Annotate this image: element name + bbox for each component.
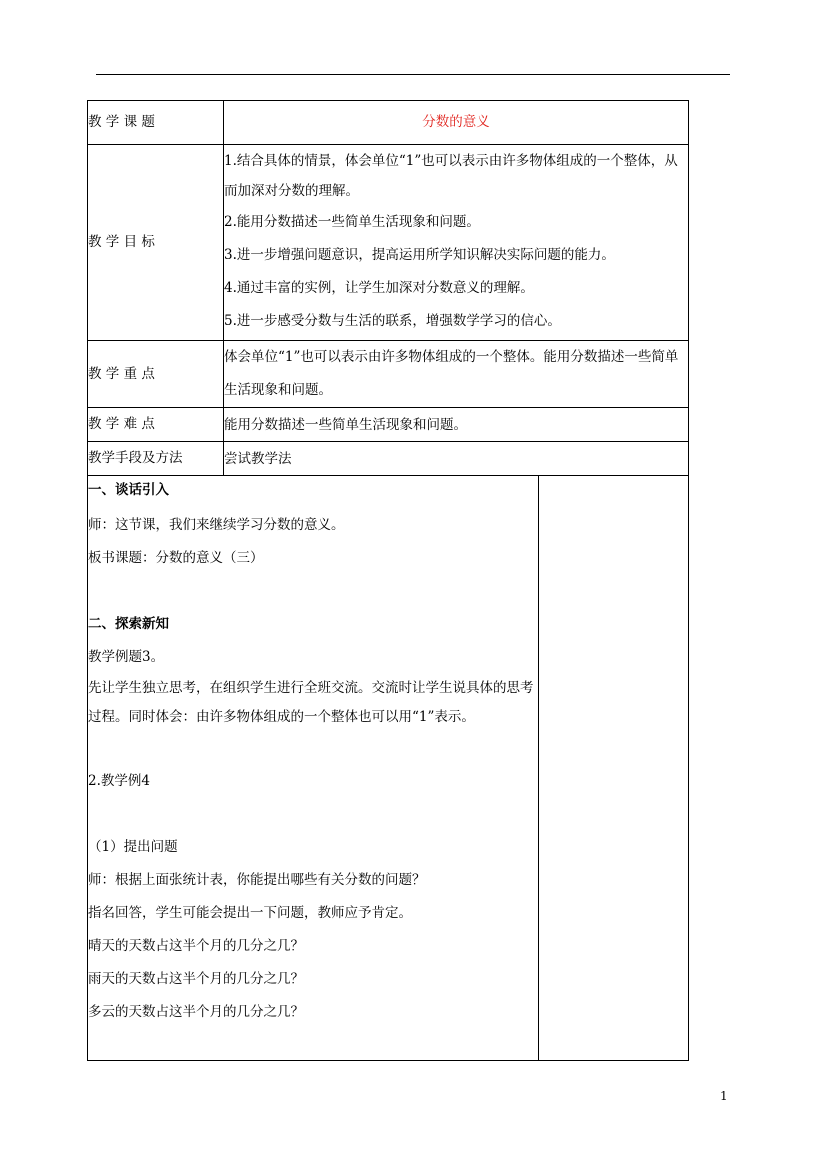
goal-item: 1.结合具体的情景，体会单位“1”也可以表示由许多物体组成的一个整体，从而加深对分数的理解。	[224, 153, 678, 199]
body-paragraph: 晴天的天数占这半个月的几分之几？	[88, 938, 304, 954]
topic-label: 教 学 课 题	[88, 101, 224, 145]
difficulty-row	[88, 408, 689, 442]
body-paragraph: 指名回答，学生可能会提出一下问题，教师应予肯定。	[88, 905, 412, 921]
topic-value: 分数的意义	[224, 101, 689, 145]
goal-item: 5.进一步感受分数与生活的联系，增强数学学习的信心。	[224, 313, 561, 329]
body-paragraph: 多云的天数占这半个月的几分之几？	[88, 1004, 304, 1020]
method-label: 教学手段及方法	[88, 442, 224, 476]
section-heading: 二、探索新知	[88, 616, 169, 632]
difficulty-label: 教 学 难 点	[88, 408, 224, 442]
goals-list	[224, 145, 689, 341]
method-row	[88, 442, 689, 476]
body-row	[88, 476, 689, 1061]
spacer	[88, 798, 538, 831]
section-heading: 一、谈话引入	[88, 482, 169, 498]
body-paragraph: 先让学生独立思考，在组织学生进行全班交流。交流时让学生说具体的思考过程。同时体会：由许多物体组成的一个整体也可以用“1”表示。	[88, 680, 534, 725]
body-paragraph: 师：这节课，我们来继续学习分数的意义。	[88, 517, 345, 533]
body-paragraph: 2.教学例4	[88, 773, 150, 789]
goals-row	[88, 145, 689, 341]
spacer	[88, 732, 538, 765]
goal-item: 2.能用分数描述一些简单生活现象和问题。	[224, 214, 480, 230]
body-paragraph: 板书课题：分数的意义（三）	[88, 550, 264, 566]
body-paragraph: （1）提出问题	[88, 839, 178, 855]
lesson-plan-table	[87, 100, 689, 1061]
key-row	[88, 341, 689, 408]
method-value: 尝试教学法	[224, 442, 689, 476]
notes-column	[539, 476, 689, 1061]
page-number: 1	[720, 1089, 728, 1103]
spacer	[88, 575, 538, 608]
key-label: 教 学 重 点	[88, 341, 224, 408]
goal-item: 3.进一步增强问题意识，提高运用所学知识解决实际问题的能力。	[224, 247, 615, 263]
body-paragraph: 师：根据上面张统计表，你能提出哪些有关分数的问题？	[88, 872, 426, 888]
teaching-process	[88, 476, 539, 1061]
body-paragraph: 雨天的天数占这半个月的几分之几？	[88, 971, 304, 987]
header-rule	[96, 74, 730, 75]
topic-row	[88, 101, 689, 145]
goals-label: 教 学 目 标	[88, 145, 224, 341]
difficulty-value: 能用分数描述一些简单生活现象和问题。	[224, 408, 689, 442]
body-paragraph: 教学例题3。	[88, 649, 165, 665]
key-value: 体会单位“1”也可以表示由许多物体组成的一个整体。能用分数描述一些简单生活现象和问题。	[224, 341, 689, 408]
goal-item: 4.通过丰富的实例，让学生加深对分数意义的理解。	[224, 280, 534, 296]
